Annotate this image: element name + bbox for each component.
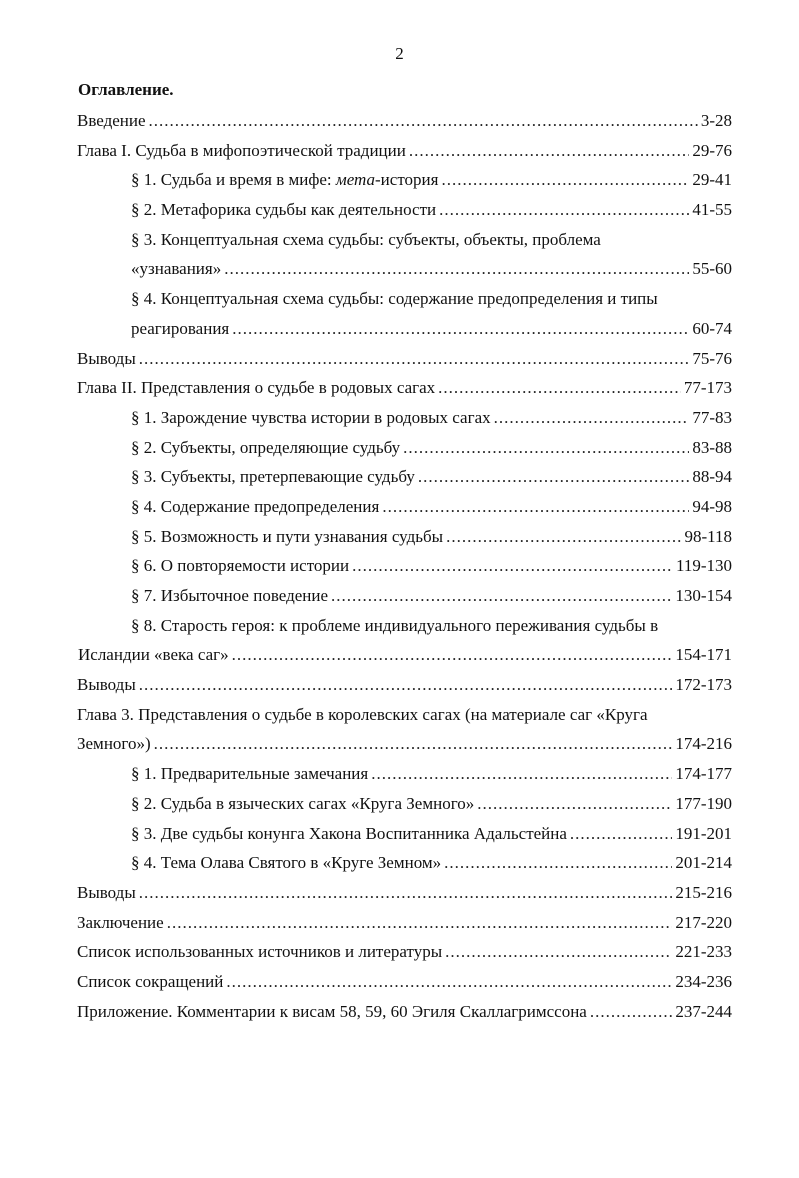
dot-leader <box>167 908 673 938</box>
toc-entry-ch2-section-1[interactable] <box>131 403 732 433</box>
toc-entry-pages: 77-83 <box>692 407 732 427</box>
toc-entry-text-line1: § 3. Концептуальная схема судьбы: субъекты, объекты, проблема <box>131 229 601 249</box>
toc-entry-text: § 1. Предварительные замечания <box>131 764 369 784</box>
toc-heading: Оглавление. <box>78 80 174 99</box>
toc-entry-ch3-section-4[interactable] <box>131 848 732 878</box>
toc-entry-abbreviations[interactable] <box>77 967 732 997</box>
toc-entry-ch1-section-4-cont[interactable] <box>131 314 732 344</box>
toc-entry-conclusion[interactable] <box>77 908 732 938</box>
toc-entry-text: Глава II. Представления о судьбе в родовых сагах <box>77 378 436 398</box>
dot-leader <box>590 997 672 1027</box>
toc-entry-text: Введение <box>77 111 146 130</box>
toc-entry-ch3-section-3[interactable] <box>131 819 732 849</box>
dot-leader <box>445 937 672 967</box>
toc-entry-ch1-section-1[interactable] <box>131 165 732 195</box>
toc-entry-bibliography[interactable] <box>77 937 732 967</box>
toc-entry-pages: 172-173 <box>675 675 732 695</box>
toc-entry-text-part: -история <box>375 170 439 190</box>
toc-entry-ch1-section-2[interactable] <box>131 195 732 225</box>
toc-entry-pages: 83-88 <box>692 437 732 457</box>
dot-leader <box>331 581 672 611</box>
toc-entry-pages: 174-177 <box>675 764 732 784</box>
toc-entry-ch2-section-3[interactable] <box>131 462 732 492</box>
toc-entry-text: § 5. Возможность и пути узнавания судьбы <box>131 526 444 546</box>
toc-entry-pages: 191-201 <box>675 823 732 843</box>
dot-leader <box>139 344 690 374</box>
dot-leader <box>477 789 672 819</box>
toc-entry-pages: 130-154 <box>675 586 732 605</box>
toc-entry-pages: 75-76 <box>692 348 732 368</box>
page-number: 2 <box>395 44 404 63</box>
dot-leader <box>139 670 673 700</box>
toc-entry-introduction[interactable] <box>77 106 732 136</box>
toc-entry-pages: 174-216 <box>675 734 732 754</box>
toc-entry-appendix[interactable] <box>77 997 732 1027</box>
toc-entry-text-italic: мета <box>335 170 376 190</box>
toc-entry-ch2-section-8[interactable] <box>131 611 732 641</box>
toc-entry-text: § 2. Метафорика судьбы как деятельности <box>131 200 437 220</box>
toc-entry-text: Список сокращений <box>77 971 224 991</box>
toc-entry-ch2-section-7[interactable] <box>131 581 732 611</box>
toc-entry-pages: 98-118 <box>684 526 732 546</box>
toc-entry-pages: 177-190 <box>675 793 732 813</box>
toc-entry-pages: 237-244 <box>675 1001 732 1021</box>
toc-entry-chapter-1[interactable] <box>77 136 732 166</box>
toc-entry-pages: 3-28 <box>700 111 732 130</box>
toc-entry-pages: 77-173 <box>683 378 732 398</box>
dot-leader <box>149 106 698 136</box>
toc-entry-text-part: § 1. Судьба и время в мифе: <box>131 170 336 190</box>
toc-entry-ch1-conclusions[interactable] <box>77 344 732 374</box>
dot-leader <box>418 462 689 492</box>
toc-entry-text-line2: «узнавания» <box>131 259 222 279</box>
toc-entry-pages: 55-60 <box>692 259 732 279</box>
toc-entry-text: Выводы <box>77 882 136 902</box>
toc-entry-ch2-section-8-cont[interactable] <box>78 640 732 670</box>
toc-entry-ch3-conclusions[interactable] <box>77 878 732 908</box>
dot-leader <box>439 195 689 225</box>
toc-entry-text: Выводы <box>77 675 136 695</box>
toc-entry-text: § 4. Тема Олава Святого в «Круге Земном» <box>131 853 442 873</box>
toc-entry-text: Список использованных источников и литературы <box>77 942 443 962</box>
dot-leader <box>224 254 689 284</box>
toc-entry-ch2-section-2[interactable] <box>131 433 732 463</box>
dot-leader <box>441 165 689 195</box>
toc-entry-chapter-3[interactable] <box>77 700 732 730</box>
toc-entry-pages: 201-214 <box>675 853 732 873</box>
table-of-contents <box>0 106 799 1026</box>
toc-entry-pages: 119-130 <box>675 556 732 576</box>
toc-entry-pages: 217-220 <box>675 912 732 932</box>
toc-entry-text: § 1. Зарождение чувства истории в родовых сагах <box>131 407 491 427</box>
toc-entry-pages: 154-171 <box>675 645 732 665</box>
toc-entry-text-line2: реагирования <box>131 318 230 338</box>
toc-entry-text <box>131 165 438 195</box>
toc-entry-text: § 2. Субъекты, определяющие судьбу <box>131 437 401 457</box>
toc-entry-text-line2: Земного») <box>77 734 151 754</box>
dot-leader <box>226 967 672 997</box>
toc-entry-chapter-2[interactable] <box>77 373 732 403</box>
toc-entry-text-line1: § 8. Старость героя: к проблеме индивидуального переживания судьбы в <box>131 615 659 635</box>
dot-leader <box>232 314 689 344</box>
toc-entry-text: Выводы <box>77 348 136 368</box>
toc-entry-text: § 3. Две судьбы конунга Хакона Воспитанника Адальстейна <box>131 823 567 843</box>
toc-entry-ch2-section-4[interactable] <box>131 492 732 522</box>
toc-entry-text: § 2. Судьба в языческих сагах «Круга Земного» <box>131 793 475 813</box>
toc-entry-ch3-section-2[interactable] <box>131 789 732 819</box>
toc-entry-pages: 29-41 <box>692 170 732 190</box>
toc-entry-ch2-conclusions[interactable] <box>77 670 732 700</box>
toc-entry-pages: 41-55 <box>692 200 732 220</box>
toc-entry-text-line1: Глава 3. Представления о судьбе в королевских сагах (на материале саг «Круга <box>77 704 648 724</box>
dot-leader <box>139 878 673 908</box>
toc-entry-ch2-section-6[interactable] <box>131 551 732 581</box>
toc-entry-chapter-3-cont[interactable] <box>77 729 732 759</box>
dot-leader <box>446 522 681 552</box>
dot-leader <box>409 136 689 166</box>
dot-leader <box>403 433 689 463</box>
dot-leader <box>154 729 673 759</box>
toc-entry-pages: 215-216 <box>675 882 732 902</box>
toc-entry-text-line2: Исландии «века саг» <box>78 645 229 665</box>
toc-entry-pages: 221-233 <box>675 942 732 962</box>
toc-entry-pages: 234-236 <box>675 971 732 991</box>
toc-entry-pages: 29-76 <box>692 140 732 160</box>
dot-leader <box>232 640 673 670</box>
toc-entry-ch3-section-1[interactable] <box>131 759 732 789</box>
toc-entry-ch2-section-5[interactable] <box>131 522 732 552</box>
toc-entry-ch1-section-3[interactable] <box>131 225 732 255</box>
toc-entry-pages: 88-94 <box>692 467 732 487</box>
toc-entry-text: Заключение <box>77 912 164 932</box>
toc-entry-ch1-section-4[interactable] <box>131 284 732 314</box>
dot-leader <box>438 373 681 403</box>
toc-entry-text: Приложение. Комментарии к висам 58, 59, 60 Эгиля Скаллагримссона <box>77 1001 587 1021</box>
dot-leader <box>494 403 690 433</box>
toc-entry-text-line1: § 4. Концептуальная схема судьбы: содержание предопределения и типы <box>131 289 658 309</box>
toc-entry-text: Глава I. Судьба в мифопоэтической традиции <box>77 140 406 160</box>
toc-entry-text: § 3. Субъекты, претерпевающие судьбу <box>131 467 415 487</box>
dot-leader <box>570 819 672 849</box>
toc-entry-ch1-section-3-cont[interactable] <box>131 254 732 284</box>
toc-entry-text: § 7. Избыточное поведение <box>131 586 329 605</box>
toc-entry-text: § 4. Содержание предопределения <box>131 496 380 516</box>
toc-entry-pages: 94-98 <box>692 496 732 516</box>
dot-leader <box>444 848 672 878</box>
dot-leader <box>352 551 673 581</box>
toc-entry-text: § 6. О повторяемости истории <box>131 556 350 576</box>
dot-leader <box>371 759 672 789</box>
toc-entry-pages: 60-74 <box>692 318 732 338</box>
dot-leader <box>382 492 689 522</box>
